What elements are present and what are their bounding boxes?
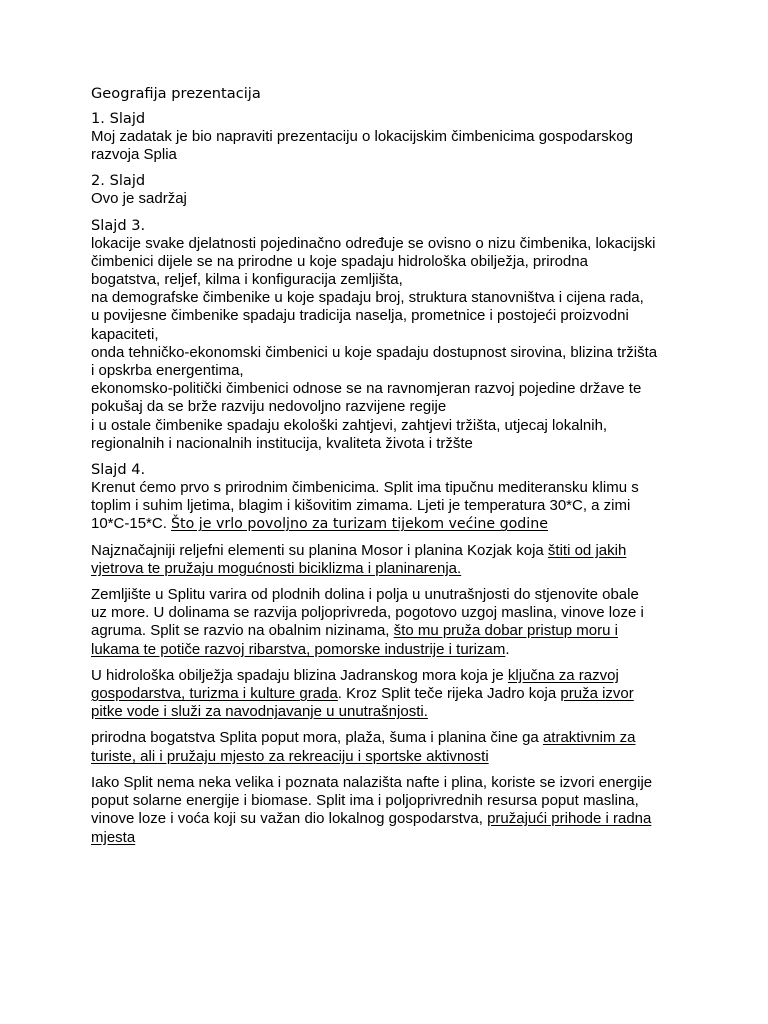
text-line xyxy=(91,641,681,659)
text-line xyxy=(91,560,681,578)
text-line xyxy=(91,622,681,640)
text-line: Iako Split nema neka velika i poznata nalazišta nafte i plina, koriste se izvori energije xyxy=(91,773,653,791)
document-title: Geografija prezentacija xyxy=(91,85,261,102)
text-span: agruma. Split se razvio na obalnim nizinama, xyxy=(91,622,394,640)
document-page xyxy=(91,84,681,855)
text-line: onda tehničko-ekonomski čimbenici u koje spadaju dostupnost sirovina, blizina tržišta xyxy=(91,343,658,361)
text-line xyxy=(91,748,681,766)
text-span: . Kroz Split teče rijeka Jadro koja xyxy=(337,685,561,703)
text-span: Najznačajniji reljefni elementi su planina Mosor i planina Kozjak koja xyxy=(91,541,548,559)
text-span: 10*C-15*C. xyxy=(91,515,172,533)
slide-1-heading: 1. Slajd xyxy=(91,110,146,127)
slide-2-heading: 2. Slajd xyxy=(91,172,146,190)
underlined-text: pitke vode i služi za navodnjavanje u unutrašnjosti. xyxy=(91,703,428,721)
slide-2-section xyxy=(91,172,681,208)
text-span: vinove loze i voća koji su važan dio lokalnog gospodarstva, xyxy=(91,810,488,828)
text-span: . xyxy=(505,640,510,658)
slide-4-heading: Slajd 4. xyxy=(91,461,146,479)
text-span: prirodna bogatstva Splita poput mora, plaža, šuma i planina čine ga xyxy=(91,729,543,747)
text-line: i u ostale čimbenike spadaju ekološki zahtjevi, zahtjevi tržišta, utjecaj lokalnih, xyxy=(91,416,608,434)
text-line xyxy=(91,810,681,828)
text-line: čimbenici dijele se na prirodne u koje spadaju hidrološka obilježja, prirodna xyxy=(91,252,588,270)
paragraph-natural-resources xyxy=(91,729,681,765)
underlined-text: vjetrova te pružaju mogućnosti biciklizma i planinarenja. xyxy=(91,559,462,577)
text-line xyxy=(91,703,681,721)
text-line: uz more. U dolinama se razvija poljoprivreda, pogotovo uzgoj maslina, vinove loze i xyxy=(91,604,644,622)
underlined-text: štiti od jakih xyxy=(547,541,627,559)
text-line: Ovo je sadržaj xyxy=(91,190,187,208)
text-line xyxy=(91,515,681,533)
paragraph-energy xyxy=(91,774,681,847)
text-span: U hidrološka obilježja spadaju blizina Jadranskog mora koja je xyxy=(91,666,508,684)
text-line: u povijesne čimbenike spadaju tradicija naselja, prometnice i postojeći proizvodni xyxy=(91,307,629,325)
text-line: toplim i suhim ljetima, blagim i kišovitim zimama. Ljeti je temperatura 30*C, a zimi xyxy=(91,497,631,515)
paragraph-land xyxy=(91,586,681,659)
slide-3-section xyxy=(91,217,681,453)
text-line: lokacije svake djelatnosti pojedinačno određuje se ovisno o nizu čimbenika, lokacijski xyxy=(91,234,656,252)
underlined-text: pružajući prihode i radna xyxy=(487,810,652,828)
text-line: ekonomsko-politički čimbenici odnose se na ravnomjeran razvoj pojedine države te xyxy=(91,380,642,398)
text-line: na demografske čimbenike u koje spadaju broj, struktura stanovništva i cijena rada, xyxy=(91,289,644,307)
paragraph-relief xyxy=(91,542,681,578)
underlined-text: atraktivnim za xyxy=(542,729,636,747)
text-line: i opskrba energentima, xyxy=(91,362,244,380)
text-line: Krenut ćemo prvo s prirodnim čimbenicima. Split ima tipučnu mediteransku klimu s xyxy=(91,479,639,497)
underlined-text: pruža izvor xyxy=(560,685,634,703)
text-line: kapaciteti, xyxy=(91,325,159,343)
underlined-text: lukama te potiče razvoj ribarstva, pomorske industrije i turizam xyxy=(91,640,506,658)
underlined-text: gospodarstva, turizma i kulture grada xyxy=(91,685,338,703)
underlined-text: ključna za razvoj xyxy=(507,666,619,684)
underlined-text: mjesta xyxy=(91,828,136,846)
slide-4-section xyxy=(91,461,681,847)
underlined-text: turiste, ali i pružaju mjesto za rekreaciju i sportske aktivnosti xyxy=(91,747,489,765)
underlined-text: Što je vrlo povoljno za turizam tijekom većine godine xyxy=(171,516,548,533)
text-line xyxy=(91,829,681,847)
slide-1-section xyxy=(91,110,681,164)
text-line xyxy=(91,729,681,747)
text-line xyxy=(91,685,681,703)
underlined-text: što mu pruža dobar pristup moru i xyxy=(393,622,618,640)
text-line: pokušaj da se brže razviju nedovoljno razvijene regije xyxy=(91,398,447,416)
text-line xyxy=(91,667,681,685)
paragraph-climate xyxy=(91,479,681,534)
slide-3-heading: Slajd 3. xyxy=(91,216,146,234)
text-line: poput solarne energije i biomase. Split ima i poljoprivrednih resursa poput maslina, xyxy=(91,792,639,810)
text-line: razvoja Splia xyxy=(91,146,177,164)
text-line: Zemljište u Splitu varira od plodnih dolina i polja u unutrašnjosti do stjenovite obale xyxy=(91,586,639,604)
text-line: bogatstva, reljef, kilma i konfiguracija zemljišta, xyxy=(91,271,403,289)
text-line xyxy=(91,542,681,560)
text-line: Moj zadatak je bio napraviti prezentaciju o lokacijskim čimbenicima gospodarskog xyxy=(91,128,633,145)
text-line: regionalnih i nacionalnih institucija, kvaliteta života i tržšte xyxy=(91,434,473,452)
paragraph-hydrology xyxy=(91,667,681,722)
